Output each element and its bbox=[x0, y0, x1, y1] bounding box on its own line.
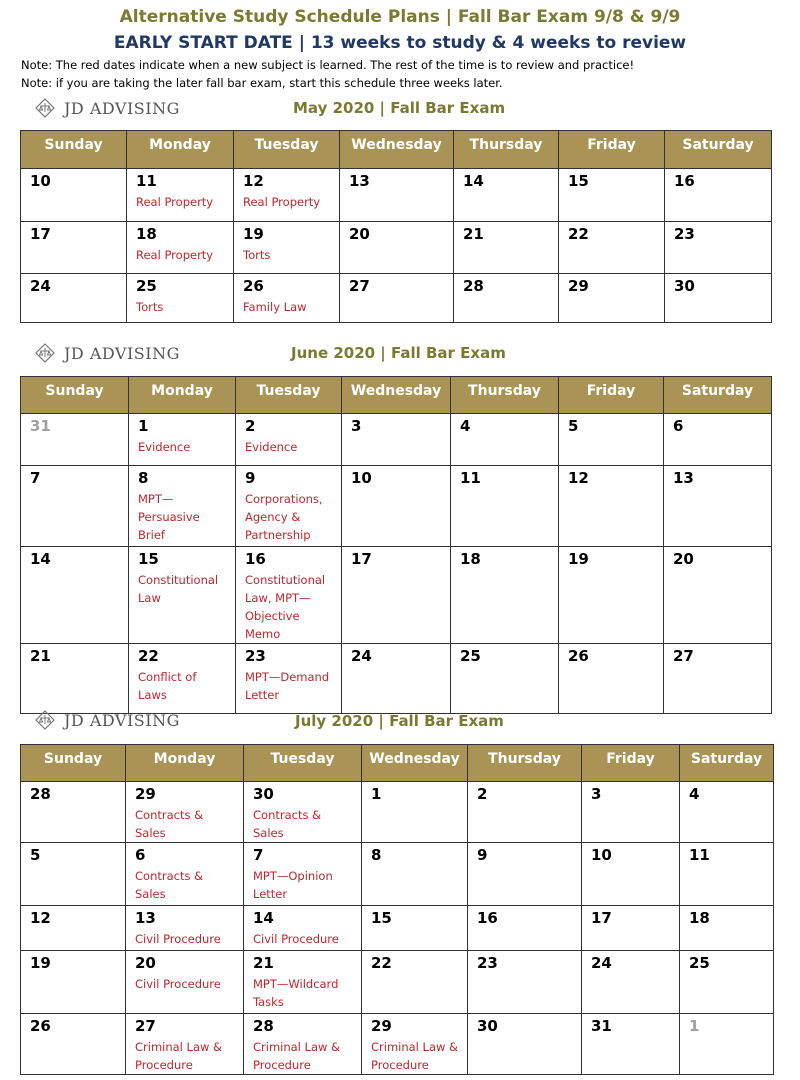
day-cell bbox=[129, 644, 236, 714]
day-cell bbox=[454, 222, 559, 274]
day-number: 28 bbox=[30, 785, 51, 803]
week-row bbox=[21, 906, 774, 951]
day-cell bbox=[236, 466, 342, 547]
day-number: 8 bbox=[371, 846, 382, 864]
subject-label: Real Property bbox=[136, 248, 214, 262]
day-cell bbox=[342, 644, 451, 714]
day-cell bbox=[236, 644, 342, 714]
day-number: 29 bbox=[568, 277, 589, 295]
week-row bbox=[21, 466, 772, 547]
week-row bbox=[21, 222, 772, 274]
day-number: 27 bbox=[135, 1017, 156, 1035]
day-number: 30 bbox=[477, 1017, 498, 1035]
day-number: 16 bbox=[674, 172, 695, 190]
weekday-header-sunday: Sunday bbox=[21, 745, 126, 782]
note-red-dates: Note: The red dates indicate when a new subject is learned. The rest of the time is to review and practice! bbox=[21, 58, 635, 72]
day-number: 16 bbox=[477, 909, 498, 927]
day-number: 27 bbox=[349, 277, 370, 295]
month-title-may: May 2020 | Fall Bar Exam bbox=[293, 99, 506, 117]
calendar-june bbox=[20, 376, 772, 714]
day-cell bbox=[21, 644, 129, 714]
week-row bbox=[21, 951, 774, 1014]
day-cell bbox=[582, 782, 680, 843]
day-cell bbox=[680, 782, 774, 843]
month-title-june: June 2020 | Fall Bar Exam bbox=[291, 344, 506, 362]
day-cell bbox=[468, 951, 582, 1014]
subject-label: Evidence bbox=[245, 440, 298, 454]
day-number: 23 bbox=[477, 954, 498, 972]
day-cell bbox=[244, 843, 362, 906]
day-cell bbox=[21, 547, 129, 644]
day-cell bbox=[559, 169, 665, 222]
day-cell bbox=[582, 843, 680, 906]
day-number: 12 bbox=[243, 172, 264, 190]
day-number: 1 bbox=[689, 1017, 700, 1035]
day-number: 7 bbox=[30, 469, 41, 487]
day-cell bbox=[680, 951, 774, 1014]
day-cell bbox=[234, 274, 340, 323]
day-cell bbox=[340, 274, 454, 323]
day-number: 7 bbox=[253, 846, 264, 864]
weekday-header-sunday: Sunday bbox=[21, 131, 127, 169]
day-cell bbox=[582, 1014, 680, 1075]
day-cell bbox=[664, 414, 772, 466]
week-row bbox=[21, 414, 772, 466]
day-number: 17 bbox=[591, 909, 612, 927]
day-number: 31 bbox=[30, 417, 51, 435]
day-number: 6 bbox=[673, 417, 684, 435]
day-number: 20 bbox=[135, 954, 156, 972]
day-number: 18 bbox=[136, 225, 157, 243]
day-cell bbox=[582, 906, 680, 951]
day-number: 21 bbox=[463, 225, 484, 243]
weekday-header-saturday: Saturday bbox=[665, 131, 772, 169]
subject-label: Conflict of Laws bbox=[138, 670, 197, 702]
day-cell bbox=[680, 1014, 774, 1075]
day-cell bbox=[21, 414, 129, 466]
day-number: 13 bbox=[673, 469, 694, 487]
day-cell bbox=[129, 466, 236, 547]
weekday-header-thursday: Thursday bbox=[468, 745, 582, 782]
day-cell bbox=[451, 414, 559, 466]
day-cell bbox=[665, 169, 772, 222]
day-number: 30 bbox=[674, 277, 695, 295]
day-number: 23 bbox=[674, 225, 695, 243]
day-number: 17 bbox=[30, 225, 51, 243]
subject-label: Constitutional Law bbox=[138, 573, 219, 605]
day-number: 15 bbox=[568, 172, 589, 190]
day-cell bbox=[244, 951, 362, 1014]
day-cell bbox=[126, 906, 244, 951]
week-row bbox=[21, 274, 772, 323]
subject-label: Contracts & Sales bbox=[253, 808, 322, 840]
day-number: 2 bbox=[477, 785, 488, 803]
subject-label: Civil Procedure bbox=[135, 977, 221, 991]
day-cell bbox=[126, 843, 244, 906]
subject-label: Real Property bbox=[243, 195, 321, 209]
day-cell bbox=[559, 222, 665, 274]
day-number: 20 bbox=[673, 550, 694, 568]
weekday-header-saturday: Saturday bbox=[664, 377, 772, 414]
day-cell bbox=[126, 951, 244, 1014]
jd-advising-logo bbox=[34, 709, 180, 731]
weekday-header-tuesday: Tuesday bbox=[234, 131, 340, 169]
day-cell bbox=[21, 951, 126, 1014]
day-number: 31 bbox=[591, 1017, 612, 1035]
weekday-header-tuesday: Tuesday bbox=[244, 745, 362, 782]
week-row bbox=[21, 782, 774, 843]
weekday-header-wednesday: Wednesday bbox=[342, 377, 451, 414]
week-row bbox=[21, 644, 772, 714]
weekday-header-friday: Friday bbox=[559, 377, 664, 414]
weekday-header-tuesday: Tuesday bbox=[236, 377, 342, 414]
day-cell bbox=[129, 414, 236, 466]
day-number: 15 bbox=[138, 550, 159, 568]
day-cell bbox=[127, 274, 234, 323]
day-cell bbox=[342, 547, 451, 644]
day-cell bbox=[451, 644, 559, 714]
weekday-header-monday: Monday bbox=[126, 745, 244, 782]
day-cell bbox=[454, 169, 559, 222]
day-number: 4 bbox=[689, 785, 700, 803]
day-cell bbox=[244, 906, 362, 951]
day-number: 5 bbox=[30, 846, 41, 864]
day-number: 18 bbox=[689, 909, 710, 927]
day-number: 21 bbox=[30, 647, 51, 665]
day-cell bbox=[234, 222, 340, 274]
calendar-may bbox=[20, 130, 772, 323]
weekday-header-row bbox=[21, 377, 772, 414]
day-cell bbox=[680, 843, 774, 906]
day-number: 13 bbox=[349, 172, 370, 190]
subject-label: Torts bbox=[243, 248, 271, 262]
day-cell bbox=[21, 274, 127, 323]
weekday-header-wednesday: Wednesday bbox=[362, 745, 468, 782]
day-cell bbox=[362, 906, 468, 951]
day-number: 17 bbox=[351, 550, 372, 568]
day-cell bbox=[451, 466, 559, 547]
day-number: 29 bbox=[371, 1017, 392, 1035]
day-cell bbox=[582, 951, 680, 1014]
day-number: 5 bbox=[568, 417, 579, 435]
day-number: 14 bbox=[30, 550, 51, 568]
subject-label: Corporations, Agency & Partnership bbox=[245, 492, 323, 542]
day-number: 12 bbox=[568, 469, 589, 487]
weekday-header-sunday: Sunday bbox=[21, 377, 129, 414]
day-cell bbox=[454, 274, 559, 323]
day-cell bbox=[665, 222, 772, 274]
day-cell bbox=[340, 222, 454, 274]
day-number: 22 bbox=[371, 954, 392, 972]
weekday-header-monday: Monday bbox=[129, 377, 236, 414]
weekday-header-friday: Friday bbox=[582, 745, 680, 782]
day-cell bbox=[21, 1014, 126, 1075]
scales-logo-icon bbox=[34, 709, 56, 731]
day-number: 11 bbox=[136, 172, 157, 190]
week-row bbox=[21, 547, 772, 644]
day-number: 1 bbox=[138, 417, 149, 435]
day-number: 10 bbox=[351, 469, 372, 487]
day-cell bbox=[21, 169, 127, 222]
day-number: 14 bbox=[253, 909, 274, 927]
month-title-july: July 2020 | Fall Bar Exam bbox=[295, 712, 504, 730]
weekday-header-thursday: Thursday bbox=[451, 377, 559, 414]
jd-advising-logo bbox=[34, 97, 180, 119]
subject-label: Criminal Law & Procedure bbox=[253, 1040, 341, 1072]
day-number: 10 bbox=[591, 846, 612, 864]
day-number: 25 bbox=[460, 647, 481, 665]
day-cell bbox=[342, 466, 451, 547]
day-cell bbox=[126, 1014, 244, 1075]
subject-label: MPT—Opinion Letter bbox=[253, 869, 333, 901]
subject-label: MPT—Wildcard Tasks bbox=[253, 977, 339, 1009]
day-cell bbox=[129, 547, 236, 644]
day-number: 6 bbox=[135, 846, 146, 864]
day-cell bbox=[236, 547, 342, 644]
subject-label: Contracts & Sales bbox=[135, 869, 204, 901]
day-number: 9 bbox=[477, 846, 488, 864]
day-cell bbox=[244, 782, 362, 843]
day-number: 16 bbox=[245, 550, 266, 568]
day-number: 27 bbox=[673, 647, 694, 665]
weekday-header-row bbox=[21, 131, 772, 169]
week-row bbox=[21, 1014, 774, 1075]
day-cell bbox=[451, 547, 559, 644]
day-cell bbox=[362, 1014, 468, 1075]
weekday-header-friday: Friday bbox=[559, 131, 665, 169]
logo-text: JD ADVISING bbox=[64, 343, 180, 363]
scales-logo-icon bbox=[34, 97, 56, 119]
day-number: 28 bbox=[463, 277, 484, 295]
subject-label: Torts bbox=[136, 300, 164, 314]
day-cell bbox=[468, 906, 582, 951]
day-number: 1 bbox=[371, 785, 382, 803]
day-cell bbox=[21, 843, 126, 906]
day-cell bbox=[559, 547, 664, 644]
day-cell bbox=[680, 906, 774, 951]
day-number: 26 bbox=[243, 277, 264, 295]
logo-text: JD ADVISING bbox=[64, 710, 180, 730]
day-number: 22 bbox=[568, 225, 589, 243]
weekday-header-saturday: Saturday bbox=[680, 745, 774, 782]
subject-label: Civil Procedure bbox=[135, 932, 221, 946]
logo-text: JD ADVISING bbox=[64, 98, 180, 118]
day-cell bbox=[244, 1014, 362, 1075]
subject-label: Criminal Law & Procedure bbox=[135, 1040, 223, 1072]
day-number: 25 bbox=[136, 277, 157, 295]
page-title: Alternative Study Schedule Plans | Fall Bar Exam 9/8 & 9/9 bbox=[119, 7, 681, 27]
day-cell bbox=[664, 547, 772, 644]
day-number: 14 bbox=[463, 172, 484, 190]
day-number: 25 bbox=[689, 954, 710, 972]
subject-label: Civil Procedure bbox=[253, 932, 339, 946]
day-cell bbox=[559, 644, 664, 714]
day-number: 21 bbox=[253, 954, 274, 972]
weekday-header-wednesday: Wednesday bbox=[340, 131, 454, 169]
subject-label: Evidence bbox=[138, 440, 191, 454]
day-cell bbox=[468, 843, 582, 906]
day-number: 23 bbox=[245, 647, 266, 665]
day-number: 19 bbox=[30, 954, 51, 972]
day-number: 26 bbox=[568, 647, 589, 665]
subject-label: Constitutional Law, MPT— Objective Memo bbox=[245, 573, 326, 641]
week-row bbox=[21, 843, 774, 906]
weekday-header-thursday: Thursday bbox=[454, 131, 559, 169]
day-number: 19 bbox=[568, 550, 589, 568]
day-cell bbox=[127, 169, 234, 222]
day-number: 11 bbox=[689, 846, 710, 864]
day-number: 11 bbox=[460, 469, 481, 487]
scales-logo-icon bbox=[34, 342, 56, 364]
page-subtitle: EARLY START DATE | 13 weeks to study & 4 weeks to review bbox=[113, 33, 687, 53]
day-number: 15 bbox=[371, 909, 392, 927]
day-number: 12 bbox=[30, 909, 51, 927]
day-number: 2 bbox=[245, 417, 256, 435]
subject-label: Contracts & Sales bbox=[135, 808, 204, 840]
day-cell bbox=[468, 1014, 582, 1075]
day-number: 24 bbox=[591, 954, 612, 972]
day-cell bbox=[236, 414, 342, 466]
day-number: 13 bbox=[135, 909, 156, 927]
day-cell bbox=[362, 951, 468, 1014]
day-cell bbox=[664, 466, 772, 547]
day-cell bbox=[234, 169, 340, 222]
calendar-july bbox=[20, 744, 774, 1075]
subject-label: MPT— Persuasive Brief bbox=[138, 492, 200, 542]
day-cell bbox=[664, 644, 772, 714]
day-number: 4 bbox=[460, 417, 471, 435]
subject-label: Criminal Law & Procedure bbox=[371, 1040, 459, 1072]
day-number: 22 bbox=[138, 647, 159, 665]
day-cell bbox=[559, 414, 664, 466]
day-number: 9 bbox=[245, 469, 256, 487]
day-cell bbox=[468, 782, 582, 843]
week-row bbox=[21, 169, 772, 222]
day-number: 8 bbox=[138, 469, 149, 487]
weekday-header-row bbox=[21, 745, 774, 782]
subject-label: Family Law bbox=[243, 300, 307, 314]
day-number: 20 bbox=[349, 225, 370, 243]
jd-advising-logo bbox=[34, 342, 180, 364]
day-cell bbox=[362, 782, 468, 843]
day-number: 10 bbox=[30, 172, 51, 190]
day-number: 24 bbox=[351, 647, 372, 665]
day-cell bbox=[340, 169, 454, 222]
day-cell bbox=[559, 274, 665, 323]
day-number: 28 bbox=[253, 1017, 274, 1035]
day-cell bbox=[21, 782, 126, 843]
day-number: 19 bbox=[243, 225, 264, 243]
day-number: 3 bbox=[591, 785, 602, 803]
day-cell bbox=[559, 466, 664, 547]
weekday-header-monday: Monday bbox=[127, 131, 234, 169]
day-number: 3 bbox=[351, 417, 362, 435]
day-cell bbox=[21, 466, 129, 547]
subject-label: Real Property bbox=[136, 195, 214, 209]
day-number: 18 bbox=[460, 550, 481, 568]
day-number: 30 bbox=[253, 785, 274, 803]
day-cell bbox=[342, 414, 451, 466]
day-number: 24 bbox=[30, 277, 51, 295]
subject-label: MPT—Demand Letter bbox=[245, 670, 330, 702]
day-cell bbox=[21, 222, 127, 274]
day-cell bbox=[362, 843, 468, 906]
note-later-exam: Note: if you are taking the later fall bar exam, start this schedule three weeks later. bbox=[21, 76, 503, 90]
day-cell bbox=[127, 222, 234, 274]
day-number: 29 bbox=[135, 785, 156, 803]
day-number: 26 bbox=[30, 1017, 51, 1035]
day-cell bbox=[126, 782, 244, 843]
day-cell bbox=[665, 274, 772, 323]
day-cell bbox=[21, 906, 126, 951]
